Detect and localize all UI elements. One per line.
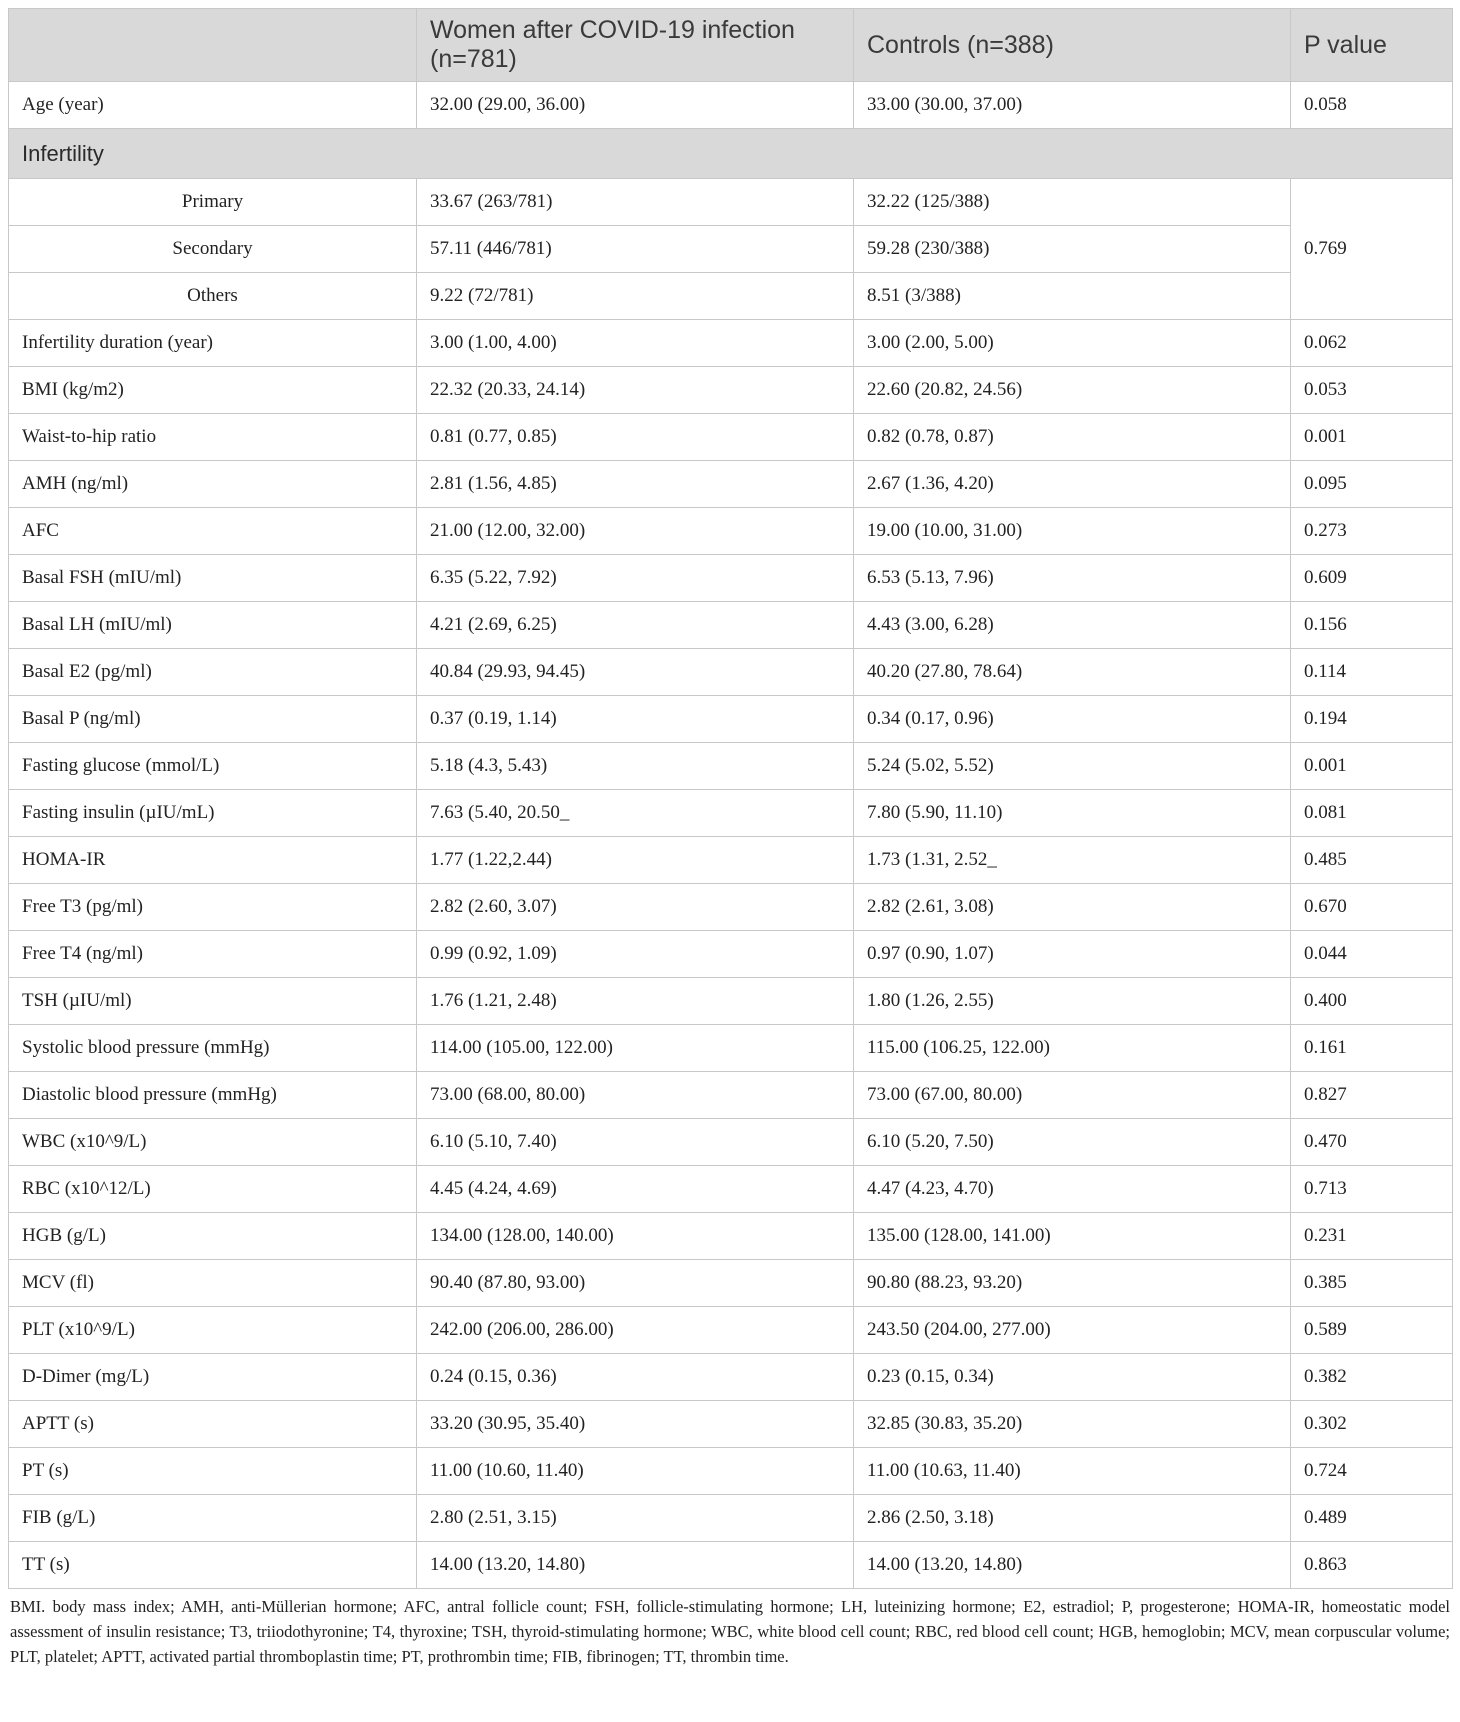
table-footnote: BMI. body mass index; AMH, anti-Müllerian hormone; AFC, antral follicle count; FSH, follicle-stimulating hormone; LH, luteinizing hormone; E2, estradiol; P, progesterone; HOMA-IR, homeostatic model assessment of insulin resistance; T3, triiodothyronine; T4, thyroxine; TSH, thyroid-stimulating hormone; WBC, white blood cell count; RBC, red blood cell count; HGB, hemoglobin; MCV, mean corpuscular volume; PLT, platelet; APTT, activated partial thromboplastin time; PT, prothrombin time; FIB, fibrinogen; TT, thrombin time. (10, 1597, 1450, 1666)
control-value: 40.20 (27.80, 78.64) (854, 649, 1291, 696)
p-value: 0.058 (1291, 82, 1453, 129)
control-value: 8.51 (3/388) (854, 273, 1291, 320)
header-row (9, 9, 1453, 82)
covid-value: 33.20 (30.95, 35.40) (417, 1401, 854, 1448)
covid-value: 4.21 (2.69, 6.25) (417, 602, 854, 649)
p-value: 0.724 (1291, 1448, 1453, 1495)
control-value: 115.00 (106.25, 122.00) (854, 1025, 1291, 1072)
p-value: 0.161 (1291, 1025, 1453, 1072)
table-row (9, 790, 1453, 837)
table-row (9, 226, 1453, 273)
table-row (9, 555, 1453, 602)
covid-value: 40.84 (29.93, 94.45) (417, 649, 854, 696)
control-value: 2.82 (2.61, 3.08) (854, 884, 1291, 931)
row-label: HGB (g/L) (9, 1213, 417, 1260)
control-value: 2.86 (2.50, 3.18) (854, 1495, 1291, 1542)
table-row (9, 1495, 1453, 1542)
p-value: 0.114 (1291, 649, 1453, 696)
control-value: 0.82 (0.78, 0.87) (854, 414, 1291, 461)
p-value: 0.470 (1291, 1119, 1453, 1166)
row-label: APTT (s) (9, 1401, 417, 1448)
covid-value: 0.37 (0.19, 1.14) (417, 696, 854, 743)
p-value: 0.095 (1291, 461, 1453, 508)
covid-value: 21.00 (12.00, 32.00) (417, 508, 854, 555)
table-row (9, 978, 1453, 1025)
row-label: Fasting insulin (µIU/mL) (9, 790, 417, 837)
p-value: 0.589 (1291, 1307, 1453, 1354)
p-value: 0.670 (1291, 884, 1453, 931)
table-row (9, 1072, 1453, 1119)
row-label: FIB (g/L) (9, 1495, 417, 1542)
control-value: 6.53 (5.13, 7.96) (854, 555, 1291, 602)
covid-value: 11.00 (10.60, 11.40) (417, 1448, 854, 1495)
control-value: 243.50 (204.00, 277.00) (854, 1307, 1291, 1354)
table-row (9, 273, 1453, 320)
header-variable (9, 9, 417, 82)
table-row (9, 320, 1453, 367)
row-label: PLT (x10^9/L) (9, 1307, 417, 1354)
control-value: 73.00 (67.00, 80.00) (854, 1072, 1291, 1119)
table-row (9, 1119, 1453, 1166)
row-label: Diastolic blood pressure (mmHg) (9, 1072, 417, 1119)
row-label: RBC (x10^12/L) (9, 1166, 417, 1213)
p-value: 0.769 (1291, 179, 1453, 320)
table-row (9, 1025, 1453, 1072)
row-label: Basal E2 (pg/ml) (9, 649, 417, 696)
covid-value: 1.76 (1.21, 2.48) (417, 978, 854, 1025)
covid-value: 6.10 (5.10, 7.40) (417, 1119, 854, 1166)
covid-value: 57.11 (446/781) (417, 226, 854, 273)
control-value: 5.24 (5.02, 5.52) (854, 743, 1291, 790)
control-value: 1.73 (1.31, 2.52_ (854, 837, 1291, 884)
covid-value: 4.45 (4.24, 4.69) (417, 1166, 854, 1213)
table-row (9, 1260, 1453, 1307)
row-label: D-Dimer (mg/L) (9, 1354, 417, 1401)
section-title: Infertility (9, 129, 1453, 179)
header-p-value: P value (1291, 9, 1453, 82)
control-value: 6.10 (5.20, 7.50) (854, 1119, 1291, 1166)
covid-value: 2.80 (2.51, 3.15) (417, 1495, 854, 1542)
covid-value: 1.77 (1.22,2.44) (417, 837, 854, 884)
control-value: 59.28 (230/388) (854, 226, 1291, 273)
covid-value: 5.18 (4.3, 5.43) (417, 743, 854, 790)
p-value: 0.156 (1291, 602, 1453, 649)
p-value: 0.081 (1291, 790, 1453, 837)
table-row (9, 1166, 1453, 1213)
control-value: 4.43 (3.00, 6.28) (854, 602, 1291, 649)
table-row (9, 367, 1453, 414)
table-row (9, 1448, 1453, 1495)
control-value: 22.60 (20.82, 24.56) (854, 367, 1291, 414)
row-label: Basal P (ng/ml) (9, 696, 417, 743)
table-row (9, 179, 1453, 226)
control-value: 2.67 (1.36, 4.20) (854, 461, 1291, 508)
p-value: 0.713 (1291, 1166, 1453, 1213)
p-value: 0.485 (1291, 837, 1453, 884)
table-row (9, 1307, 1453, 1354)
row-label: WBC (x10^9/L) (9, 1119, 417, 1166)
covid-value: 14.00 (13.20, 14.80) (417, 1542, 854, 1589)
control-value: 11.00 (10.63, 11.40) (854, 1448, 1291, 1495)
covid-value: 9.22 (72/781) (417, 273, 854, 320)
control-value: 1.80 (1.26, 2.55) (854, 978, 1291, 1025)
header-control-group: Controls (n=388) (854, 9, 1291, 82)
row-label: Secondary (9, 226, 417, 273)
table-row (9, 649, 1453, 696)
covid-value: 73.00 (68.00, 80.00) (417, 1072, 854, 1119)
table-row (9, 1213, 1453, 1260)
row-label: HOMA-IR (9, 837, 417, 884)
p-value: 0.827 (1291, 1072, 1453, 1119)
covid-value: 0.81 (0.77, 0.85) (417, 414, 854, 461)
row-label: PT (s) (9, 1448, 417, 1495)
p-value: 0.400 (1291, 978, 1453, 1025)
row-label: Others (9, 273, 417, 320)
row-label: Waist-to-hip ratio (9, 414, 417, 461)
table-row (9, 884, 1453, 931)
control-value: 19.00 (10.00, 31.00) (854, 508, 1291, 555)
control-value: 0.34 (0.17, 0.96) (854, 696, 1291, 743)
row-label: Age (year) (9, 82, 417, 129)
p-value: 0.194 (1291, 696, 1453, 743)
table-row (9, 461, 1453, 508)
p-value: 0.053 (1291, 367, 1453, 414)
table-row (9, 82, 1453, 129)
p-value: 0.302 (1291, 1401, 1453, 1448)
covid-value: 22.32 (20.33, 24.14) (417, 367, 854, 414)
table-row (9, 1542, 1453, 1589)
row-label: BMI (kg/m2) (9, 367, 417, 414)
table-row (9, 931, 1453, 978)
covid-value: 6.35 (5.22, 7.92) (417, 555, 854, 602)
control-value: 90.80 (88.23, 93.20) (854, 1260, 1291, 1307)
row-label: Free T4 (ng/ml) (9, 931, 417, 978)
covid-value: 33.67 (263/781) (417, 179, 854, 226)
p-value: 0.863 (1291, 1542, 1453, 1589)
row-label: TT (s) (9, 1542, 417, 1589)
covid-value: 90.40 (87.80, 93.00) (417, 1260, 854, 1307)
control-value: 33.00 (30.00, 37.00) (854, 82, 1291, 129)
row-label: Basal LH (mIU/ml) (9, 602, 417, 649)
covid-value: 2.82 (2.60, 3.07) (417, 884, 854, 931)
p-value: 0.044 (1291, 931, 1453, 978)
control-value: 3.00 (2.00, 5.00) (854, 320, 1291, 367)
control-value: 135.00 (128.00, 141.00) (854, 1213, 1291, 1260)
row-label: Fasting glucose (mmol/L) (9, 743, 417, 790)
row-label: Systolic blood pressure (mmHg) (9, 1025, 417, 1072)
covid-value: 7.63 (5.40, 20.50_ (417, 790, 854, 837)
table-container (8, 8, 1452, 1669)
row-label: AMH (ng/ml) (9, 461, 417, 508)
row-label: MCV (fl) (9, 1260, 417, 1307)
row-label: Primary (9, 179, 417, 226)
control-value: 4.47 (4.23, 4.70) (854, 1166, 1291, 1213)
p-value: 0.273 (1291, 508, 1453, 555)
table-row (9, 743, 1453, 790)
row-label: TSH (µIU/ml) (9, 978, 417, 1025)
row-label: AFC (9, 508, 417, 555)
control-value: 32.22 (125/388) (854, 179, 1291, 226)
row-label: Free T3 (pg/ml) (9, 884, 417, 931)
covid-value: 0.99 (0.92, 1.09) (417, 931, 854, 978)
covid-value: 2.81 (1.56, 4.85) (417, 461, 854, 508)
p-value: 0.382 (1291, 1354, 1453, 1401)
header-covid-group: Women after COVID-19 infection (n=781) (417, 9, 854, 82)
table-row (9, 414, 1453, 461)
row-label: Basal FSH (mIU/ml) (9, 555, 417, 602)
p-value: 0.001 (1291, 743, 1453, 790)
control-value: 14.00 (13.20, 14.80) (854, 1542, 1291, 1589)
table-row (9, 508, 1453, 555)
characteristics-table (8, 8, 1453, 1589)
covid-value: 32.00 (29.00, 36.00) (417, 82, 854, 129)
row-label: Infertility duration (year) (9, 320, 417, 367)
table-row (9, 837, 1453, 884)
covid-value: 242.00 (206.00, 286.00) (417, 1307, 854, 1354)
p-value: 0.231 (1291, 1213, 1453, 1260)
control-value: 0.23 (0.15, 0.34) (854, 1354, 1291, 1401)
control-value: 7.80 (5.90, 11.10) (854, 790, 1291, 837)
p-value: 0.385 (1291, 1260, 1453, 1307)
table-row (9, 602, 1453, 649)
control-value: 32.85 (30.83, 35.20) (854, 1401, 1291, 1448)
section-header-infertility (9, 129, 1453, 179)
covid-value: 114.00 (105.00, 122.00) (417, 1025, 854, 1072)
control-value: 0.97 (0.90, 1.07) (854, 931, 1291, 978)
p-value: 0.001 (1291, 414, 1453, 461)
covid-value: 0.24 (0.15, 0.36) (417, 1354, 854, 1401)
table-row (9, 696, 1453, 743)
covid-value: 3.00 (1.00, 4.00) (417, 320, 854, 367)
table-row (9, 1401, 1453, 1448)
p-value: 0.609 (1291, 555, 1453, 602)
p-value: 0.062 (1291, 320, 1453, 367)
covid-value: 134.00 (128.00, 140.00) (417, 1213, 854, 1260)
table-row (9, 1354, 1453, 1401)
p-value: 0.489 (1291, 1495, 1453, 1542)
